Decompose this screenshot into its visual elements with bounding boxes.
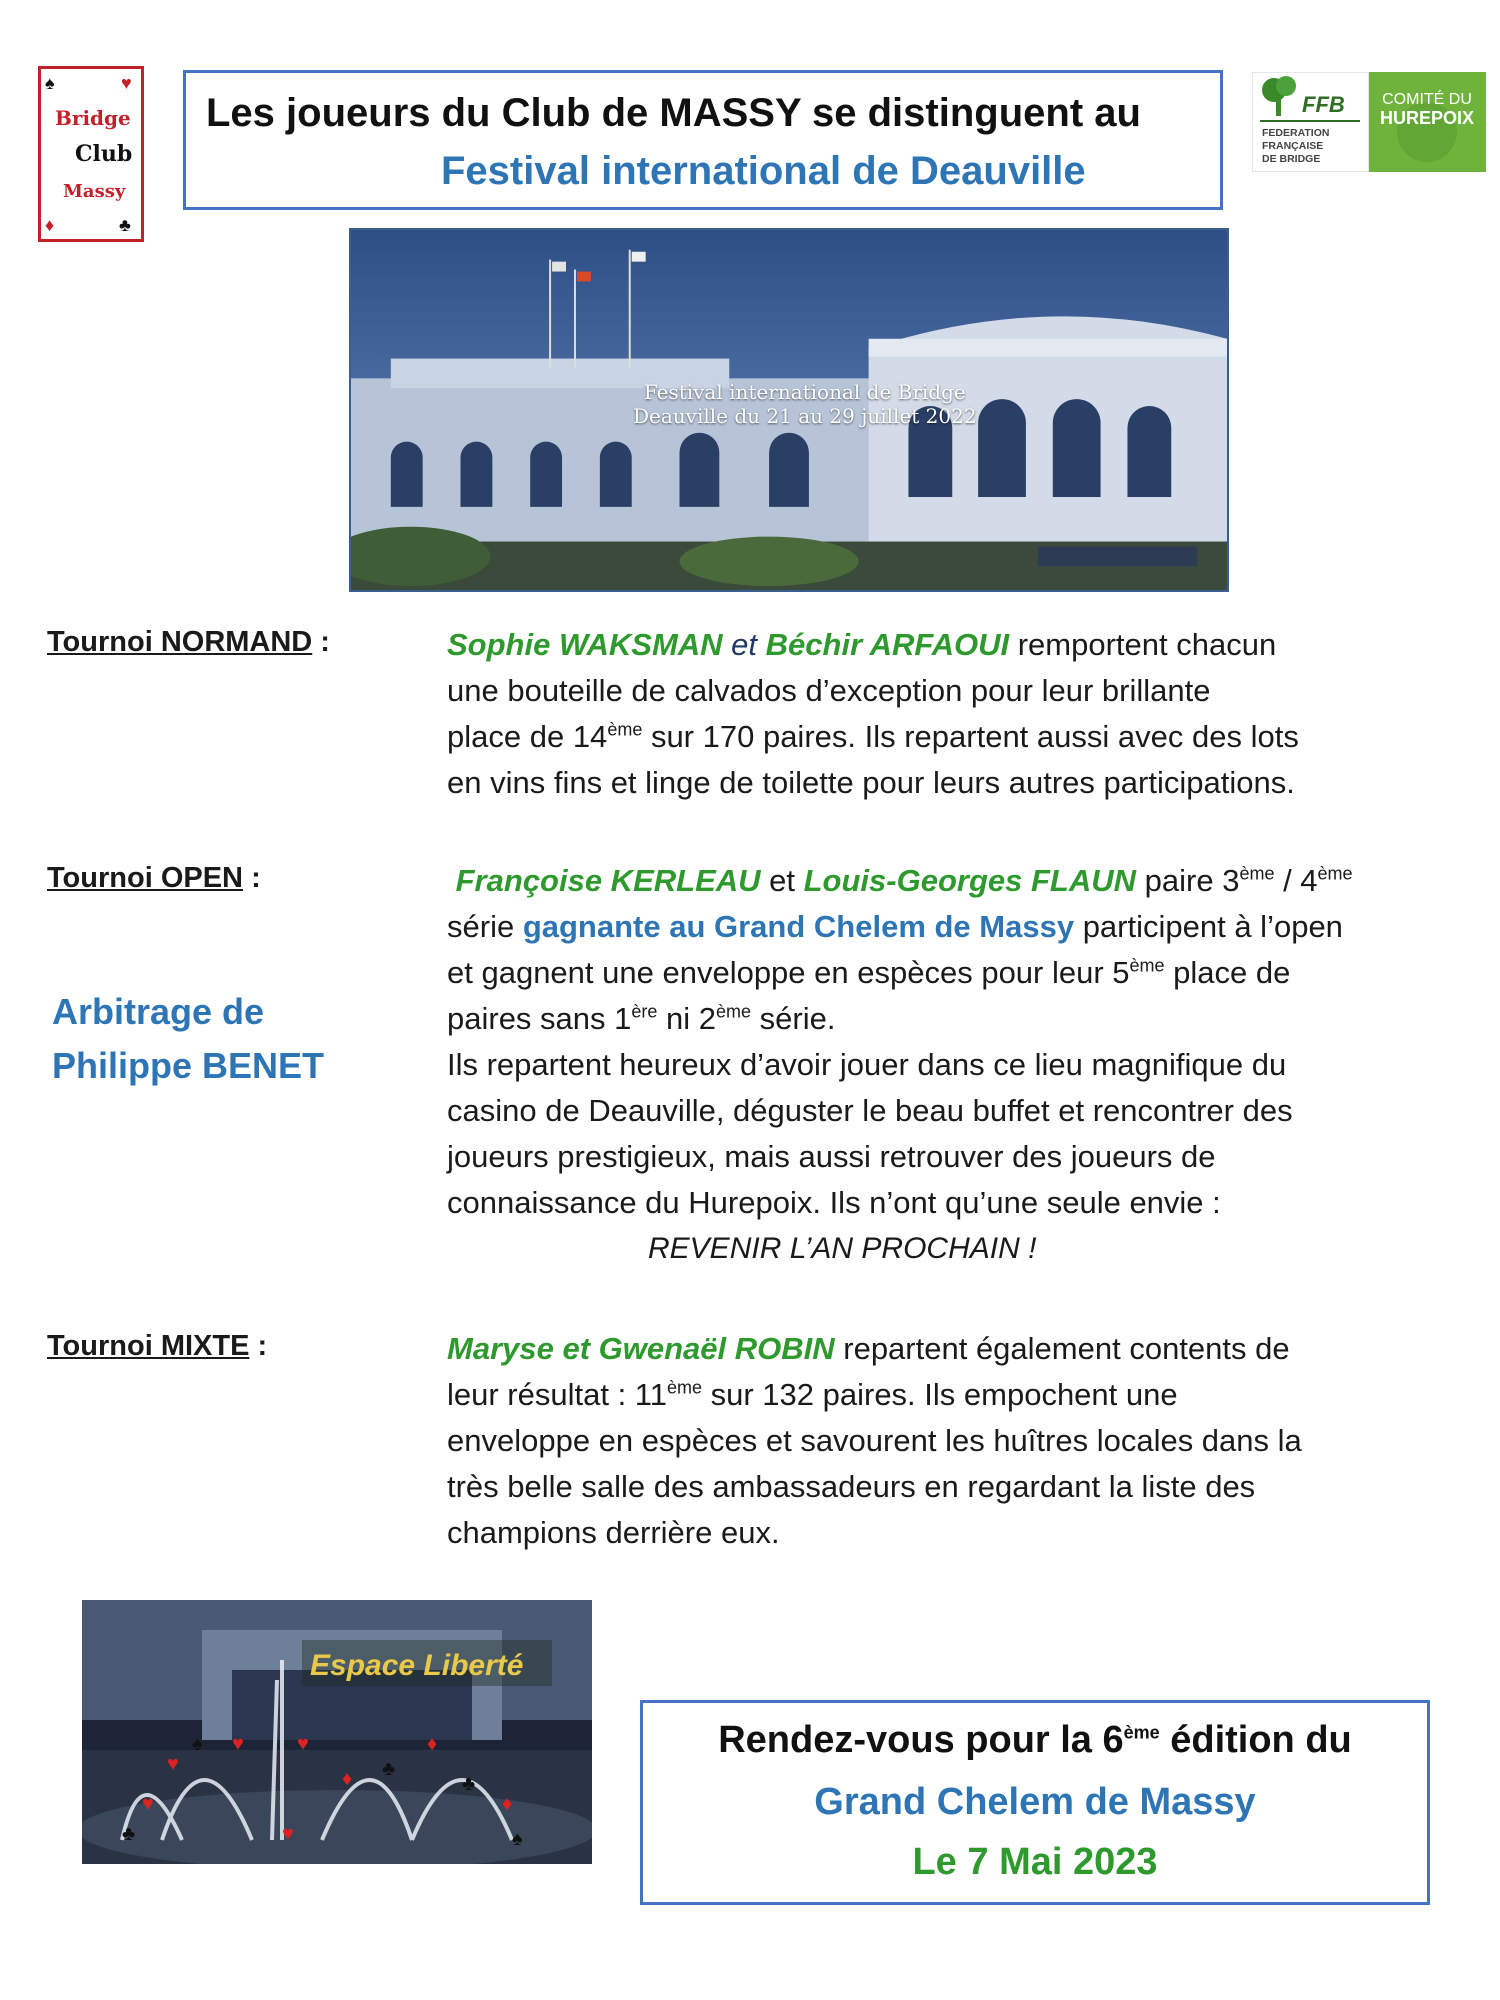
normand-line1-rest: remportent chacun bbox=[1009, 627, 1277, 662]
mixte-line1 bbox=[447, 1326, 1487, 1372]
card-suit-diamond-icon-2: ♦ bbox=[427, 1733, 438, 1755]
bridge-club-massy-logo bbox=[38, 66, 144, 242]
normand-player1: Sophie WAKSMAN bbox=[447, 627, 723, 662]
normand-label-text: Tournoi NORMAND bbox=[47, 626, 313, 658]
ffb-federation-line1: FEDERATION bbox=[1262, 127, 1330, 139]
mixte-line2 bbox=[447, 1372, 1487, 1418]
diamond-icon: ♦ bbox=[45, 215, 55, 235]
card-suit-club-icon-2: ♣ bbox=[382, 1758, 396, 1780]
rendez-vous-box bbox=[640, 1700, 1430, 1905]
open-line6: casino de Deauville, déguster le beau buffet et rencontrer des bbox=[447, 1093, 1293, 1128]
open-line2b: participent à l’open bbox=[1074, 909, 1343, 944]
open-line4a: paires sans 1 bbox=[447, 1001, 632, 1036]
logo-word-bridge: Bridge bbox=[55, 106, 131, 130]
hero-caption bbox=[633, 380, 977, 428]
arbitrage-line1: Arbitrage de bbox=[52, 991, 265, 1032]
mixte-label bbox=[47, 1330, 267, 1363]
normand-line3 bbox=[447, 714, 1487, 760]
card-suit-heart-icon-3: ♥ bbox=[142, 1793, 154, 1815]
normand-line1 bbox=[447, 622, 1487, 668]
rdv-line1b: édition du bbox=[1159, 1719, 1352, 1761]
open-line3-sup: ème bbox=[1129, 955, 1165, 976]
open-line3 bbox=[447, 950, 1487, 996]
ffb-federation-line2: FRANÇAISE bbox=[1262, 140, 1324, 152]
logo-word-massy: Massy bbox=[63, 181, 126, 202]
ffb-comite-logo bbox=[1252, 72, 1486, 172]
page-subtitle: Festival international de Deauville bbox=[441, 149, 1086, 193]
open-text bbox=[447, 858, 1487, 1226]
open-line4 bbox=[447, 996, 1487, 1042]
mixte-players: Maryse et Gwenaël ROBIN bbox=[447, 1331, 835, 1366]
normand-label-colon: : bbox=[312, 626, 330, 658]
open-line4-sup2: ème bbox=[716, 1001, 752, 1022]
mixte-text bbox=[447, 1326, 1487, 1556]
revenir-text: REVENIR L’AN PROCHAIN ! bbox=[648, 1232, 1037, 1265]
open-sup2: ème bbox=[1317, 863, 1353, 884]
arbitrage-note bbox=[52, 985, 324, 1093]
rdv-date: Le 7 Mai 2023 bbox=[912, 1841, 1158, 1883]
card-suit-heart-icon-5: ♥ bbox=[282, 1823, 294, 1845]
card-suit-club-icon-3: ♣ bbox=[462, 1773, 476, 1795]
mixte-line3: enveloppe en espèces et savourent les huîtres locales dans la bbox=[447, 1423, 1302, 1458]
logo-card-graphic bbox=[41, 69, 141, 239]
mixte-line2a: leur résultat : 11 bbox=[447, 1377, 667, 1412]
normand-label bbox=[47, 626, 330, 659]
card-suit-spade-icon: ♠ bbox=[192, 1733, 203, 1755]
card-suit-spade-icon-2: ♠ bbox=[512, 1828, 523, 1850]
open-line1b: / 4 bbox=[1274, 863, 1318, 898]
open-line3b: place de bbox=[1164, 955, 1291, 990]
open-line2 bbox=[447, 904, 1487, 950]
open-and: et bbox=[760, 863, 804, 898]
page-title: Les joueurs du Club de MASSY se distinguent au bbox=[206, 91, 1141, 135]
normand-line3b: sur 170 paires. Ils repartent aussi avec des lots bbox=[642, 719, 1299, 754]
open-line1 bbox=[447, 858, 1487, 904]
rdv-line1-sup: ème bbox=[1123, 1722, 1160, 1743]
open-player2: Louis-Georges FLAUN bbox=[803, 863, 1137, 898]
rdv-line2: Grand Chelem de Massy bbox=[814, 1781, 1256, 1823]
open-sup1: ème bbox=[1239, 863, 1275, 884]
fountain-illustration bbox=[82, 1600, 592, 1864]
open-line1a: paire 3 bbox=[1136, 863, 1240, 898]
title-box bbox=[183, 70, 1223, 210]
open-line2a: série bbox=[447, 909, 523, 944]
mixte-label-colon: : bbox=[249, 1330, 268, 1362]
open-label-colon: : bbox=[243, 862, 261, 894]
espace-liberte-photo bbox=[82, 1600, 592, 1864]
open-label-text: Tournoi OPEN bbox=[47, 862, 244, 894]
normand-line3-sup: ème bbox=[607, 719, 643, 740]
normand-line4: en vins fins et linge de toilette pour leurs autres participations. bbox=[447, 765, 1295, 800]
comite-line2: HUREPOIX bbox=[1379, 108, 1475, 128]
rdv-line1 bbox=[643, 1719, 1427, 1762]
card-suit-club-icon: ♣ bbox=[122, 1823, 136, 1845]
open-label bbox=[47, 862, 261, 895]
open-line8: connaissance du Hurepoix. Ils n’ont qu’une seule envie : bbox=[447, 1185, 1221, 1220]
normand-line3a: place de 14 bbox=[447, 719, 608, 754]
open-line4-sup1: ère bbox=[631, 1001, 658, 1022]
normand-and: et bbox=[722, 627, 766, 662]
open-line3a: et gagnent une enveloppe en espèces pour leur 5 bbox=[447, 955, 1130, 990]
hero-caption-line2: Deauville du 21 au 29 juillet 2022 bbox=[633, 404, 977, 428]
open-player1: Françoise KERLEAU bbox=[455, 863, 761, 898]
deauville-casino-photo bbox=[349, 228, 1229, 592]
hero-caption-line1: Festival international de Bridge bbox=[643, 380, 966, 404]
card-suit-diamond-icon: ♦ bbox=[342, 1768, 353, 1790]
normand-player2: Béchir ARFAOUI bbox=[765, 627, 1010, 662]
open-line4c: série. bbox=[751, 1001, 836, 1036]
spade-icon: ♠ bbox=[45, 73, 55, 93]
espace-liberte-sign: Espace Liberté bbox=[310, 1649, 524, 1682]
club-icon: ♣ bbox=[119, 215, 131, 235]
mixte-line4: très belle salle des ambassadeurs en regardant la liste des bbox=[447, 1469, 1256, 1504]
mixte-line1-rest: repartent également contents de bbox=[834, 1331, 1290, 1366]
comite-line1: COMITÉ DU bbox=[1382, 91, 1472, 108]
card-suit-heart-icon: ♥ bbox=[167, 1753, 179, 1775]
heart-icon: ♥ bbox=[121, 73, 132, 93]
ffb-logo-graphic bbox=[1252, 72, 1486, 172]
open-grand-chelem: gagnante au Grand Chelem de Massy bbox=[522, 909, 1075, 944]
open-line5: Ils repartent heureux d’avoir jouer dans ce lieu magnifique du bbox=[447, 1047, 1287, 1082]
mixte-line2b: sur 132 paires. Ils empochent une bbox=[702, 1377, 1178, 1412]
rdv-line1a: Rendez-vous pour la 6 bbox=[718, 1719, 1124, 1761]
arbitrage-line2: Philippe BENET bbox=[52, 1045, 325, 1086]
ffb-acronym: FFB bbox=[1302, 92, 1345, 117]
mixte-line5: champions derrière eux. bbox=[447, 1515, 780, 1550]
card-suit-heart-icon-2: ♥ bbox=[232, 1733, 244, 1755]
ffb-federation-line3: DE BRIDGE bbox=[1262, 153, 1321, 165]
normand-text bbox=[447, 622, 1487, 806]
normand-line2: une bouteille de calvados d’exception pour leur brillante bbox=[447, 673, 1211, 708]
mixte-line2-sup: ème bbox=[666, 1377, 702, 1398]
card-suit-heart-icon-4: ♥ bbox=[297, 1733, 309, 1755]
logo-word-club: Club bbox=[75, 141, 133, 167]
open-line4b: ni 2 bbox=[657, 1001, 717, 1036]
card-suit-diamond-icon-3: ♦ bbox=[502, 1793, 513, 1815]
open-line7: joueurs prestigieux, mais aussi retrouver des joueurs de bbox=[447, 1139, 1216, 1174]
mixte-label-text: Tournoi MIXTE bbox=[47, 1330, 250, 1362]
